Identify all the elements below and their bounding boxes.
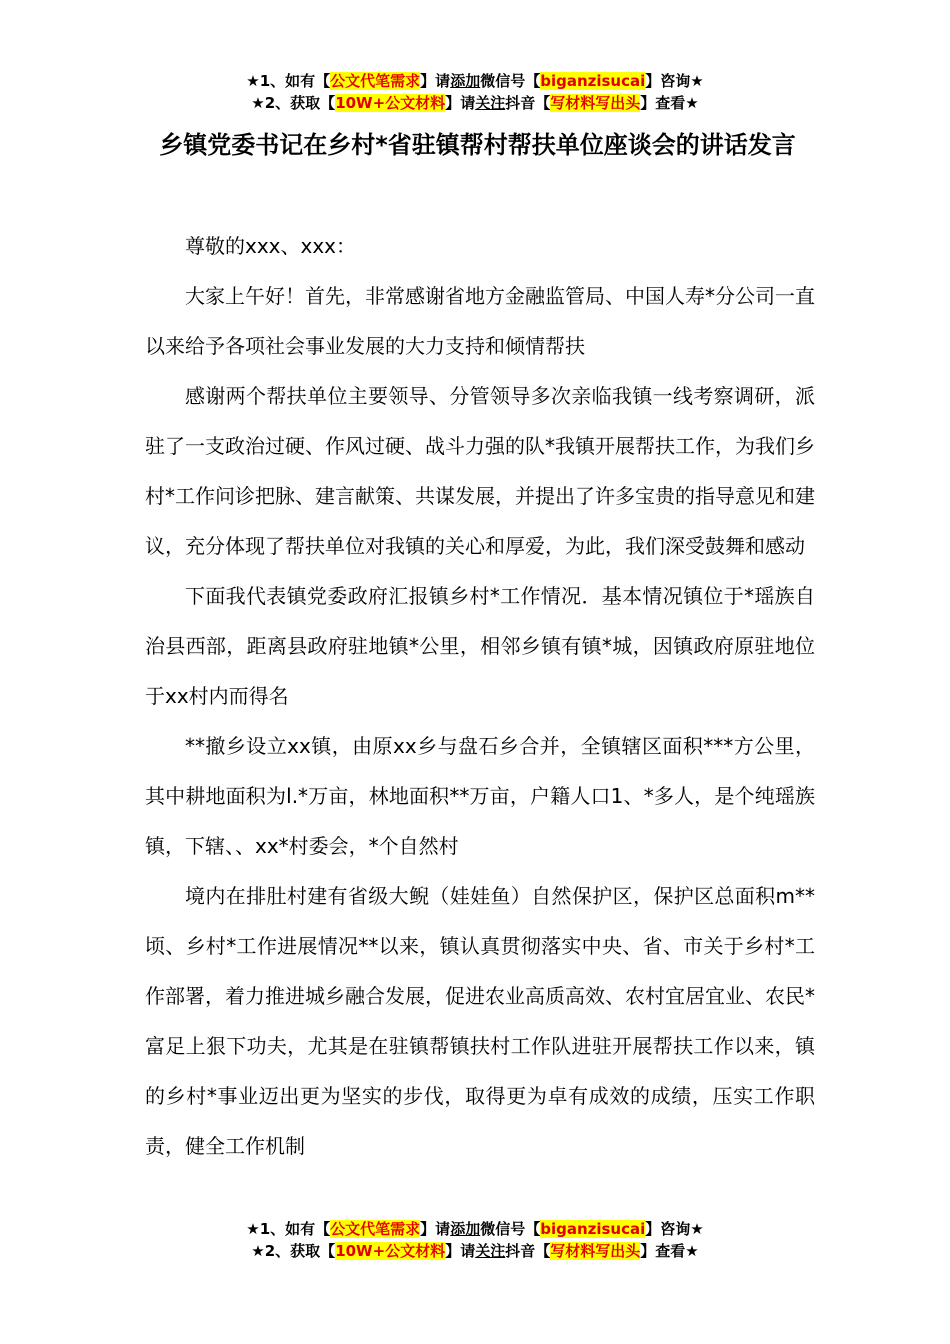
promo-line-2: ★2、获取【10W+公文材料】请关注抖音【写材料写出头】查看★ bbox=[251, 1242, 699, 1260]
salutation: 尊敬的xxx、xxx： bbox=[185, 234, 357, 258]
promo-banner-top bbox=[0, 70, 950, 114]
paragraph: 大家上午好！首先，非常感谢省地方金融监管局、中国人寿*分公司一直以来给予各项社会事业发展的大力支持和倾情帮扶 bbox=[145, 284, 815, 358]
paragraph: 下面我代表镇党委政府汇报镇乡村*工作情况．基本情况镇位于*瑶族自治县西部，距离县政府驻地镇*公里，相邻乡镇有镇*城，因镇政府原驻地位于xx村内而得名 bbox=[145, 584, 815, 708]
document-body bbox=[145, 221, 815, 1171]
promo-line-1: ★1、如有【公文代笔需求】请添加微信号【biganzisucai】咨询★ bbox=[246, 72, 704, 90]
promo-banner-bottom bbox=[0, 1218, 950, 1262]
highlight-service: 公文代笔需求 bbox=[330, 72, 421, 90]
document-title: 乡镇党委书记在乡村*省驻镇帮村帮扶单位座谈会的讲话发言 bbox=[159, 131, 796, 159]
paragraph: **撤乡设立xx镇，由原xx乡与盘石乡合并，全镇辖区面积***方公里，其中耕地面积为l.*万亩，林地面积**万亩，户籍人口1、*多人，是个纯瑶族镇，下辖、、xx*村委会，*个自然村 bbox=[145, 734, 815, 858]
highlight-materials: 10W+公文材料 bbox=[335, 1242, 446, 1260]
promo-line-1: ★1、如有【公文代笔需求】请添加微信号【biganzisucai】咨询★ bbox=[246, 1220, 704, 1238]
highlight-wechat-id: biganzisucai bbox=[540, 1220, 646, 1238]
paragraph: 境内在排肚村建有省级大鲵（娃娃鱼）自然保护区，保护区总面积m**顷、乡村*工作进展情况**以来，镇认真贯彻落实中央、省、市关于乡村*工作部署，着力推进城乡融合发展，促进农业高质高效、农村宜居宜业、农民*富足上狠下功夫，尤其是在驻镇帮镇扶村工作队进驻开展帮扶工作以来，镇的乡村*事业迈出更为坚实的步伐，取得更为卓有成效的成绩，压实工作职责，健全工作机制 bbox=[145, 884, 815, 1158]
highlight-douyin-id: 写材料写出头 bbox=[550, 94, 641, 112]
highlight-service: 公文代笔需求 bbox=[330, 1220, 421, 1238]
promo-line-2: ★2、获取【10W+公文材料】请关注抖音【写材料写出头】查看★ bbox=[251, 94, 699, 112]
paragraph: 感谢两个帮扶单位主要领导、分管领导多次亲临我镇一线考察调研，派驻了一支政治过硬、作风过硬、战斗力强的队*我镇开展帮扶工作，为我们乡村*工作问诊把脉、建言献策、共谋发展，并提出了许多宝贵的指导意见和建议，充分体现了帮扶单位对我镇的关心和厚爱，为此，我们深受鼓舞和感动 bbox=[145, 384, 815, 558]
highlight-wechat-id: biganzisucai bbox=[540, 72, 646, 90]
highlight-materials: 10W+公文材料 bbox=[335, 94, 446, 112]
highlight-douyin-id: 写材料写出头 bbox=[550, 1242, 641, 1260]
